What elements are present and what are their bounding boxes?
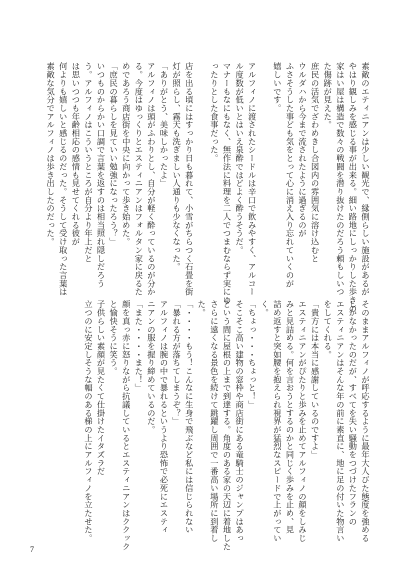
text-column: 嬉しいです。 [272,62,283,113]
text-column: マナーもなにもなく、無作法に料理を二人でつまむならず実にゆ [222,62,233,305]
text-column: そこそこ高い建物の窓枠や商店街にある竜騎士のジャンプはあっ [235,300,246,543]
page-number: 7 [30,545,34,554]
text-column: く。 [260,300,271,317]
text-column: た。 [197,300,208,317]
text-column: 「暴れる方が落ちてしまうぞ？」 [172,300,183,426]
text-column: さらに遠くなる景色を続けて跳躍し周囲で一番高い場所に到着し [209,300,220,543]
text-column: 「庶民の暮らしを見ていい勉強になったろう？」 [109,62,120,246]
text-column: 詰め返すと突如腰を抱えられ視界が猛烈なスピードで上がってい [272,300,283,543]
text-column: と愉快そうに笑う。 [109,300,120,376]
text-column: う。アルフィノはこういうところが自分より年上だと [83,62,94,263]
text-column: アルフィノに渡されたシードルは辛口で飲みやすく、アルコー [247,62,258,296]
text-column: ル度数が低いとはいえ泉酔ではどよく酔うそうだ。 [235,62,246,255]
text-column: やはり観しみを感じる事が出来る。細い路地にしっかりした歩きの [348,62,359,313]
text-column: みと見詰める。何を言おうとするのかと同じく歩みを止め、見 [285,300,296,534]
text-column: 「また・・・・また！」 [134,300,145,392]
text-column: 店を出る頃にはすっかり日も暮れて、小雪がちらつく石畳を街 [184,62,195,296]
text-column: めであろう商店街を中央に向かって歩き始めた。 [121,62,132,246]
text-column: しかなかったのだが、すべてを失い騒動をつづけたフランの [348,300,359,526]
lower-text-block [82,300,372,551]
text-column: 庶民の活気でざわめきし合図内の雰囲気に溶け込むと [310,62,321,263]
text-column: る。今度はゆっくりとエスティニアンはフォルタン家に戻るた [134,62,145,296]
text-column: そのままアルフィノが呼応するように最年大人びた態度を強める [361,300,371,543]
text-column: 「・・・・もう！こんなに生身で飛ぶなど私には信じられない [184,300,195,534]
text-column: ったりとした食事だった。 [209,62,220,163]
text-column: ウルダハから今まで流されたように過ぎるのが [298,62,309,238]
text-column: という間に屋根の上まで到達する。角度のある家の天辺に着地した [222,300,233,551]
text-column [259,62,272,286]
text-column: 家はい屋は構造で数々の戦闘を潜り抜けたのだろう頼もしいつ [335,62,346,296]
text-column: 子供らしい素顔が見たくて仕掛けたイタズラだ [96,300,107,476]
text-column: 灯が照らし、霧天も洗ぎましい人通りも少なくなった。 [172,62,183,271]
text-column: 立つのに安定しそうな幅のある梯の上にアルフィノを立たせた。 [83,300,94,543]
upper-text-block [45,62,372,313]
text-column: 「ちょっ・・・ちょっと！」 [247,300,258,409]
text-column: 何よりも嬉しいと感じるのだった。そうして受け取った言葉は [58,62,69,296]
text-column: エスティニアンがぴたりと歩みを止めてアルフィノの顔をしみじ [298,300,309,543]
text-column: アルフィノは頭がふわりとし、自分が軽く酔っているのが分か [146,62,157,296]
text-column: ふさそうした事ども気をとって心に消え入り忘れていくのが [285,62,296,288]
text-column: た傷跡が見えた。 [323,62,334,129]
text-column: エスティニアンはそんな年の前に素直に、地に足の付いた物言い [335,300,346,543]
text-column [196,62,209,286]
text-column: 「貴方には本当に感謝しているのですよ」 [310,300,321,459]
text-column: アルフィノは腕の中で暴れるというより恐怖で必死にエスティ [159,300,170,534]
text-column: 顔を真っ赤に怒りながら抗議しているとエスティニアンはククック [121,300,132,551]
text-column: 素敵のエティニアンは少しい観光で、縁側らしい施設があるが [361,62,371,296]
text-column: ニアンの服を握り締めているのだ。 [146,300,157,434]
text-column: は思いつつも年齢相応の感情も見せてくれる彼が [71,62,82,246]
text-column: いつものからかい口調で言葉を返すのは相当照れ隠しだろう [96,62,107,288]
text-column: 「ありがとう、美味しかったよ」 [159,62,170,188]
text-column: 素敵な気分でアルフィノは歩き出したのだった。 [46,62,57,246]
text-column: をしてくれる。 [323,300,334,359]
